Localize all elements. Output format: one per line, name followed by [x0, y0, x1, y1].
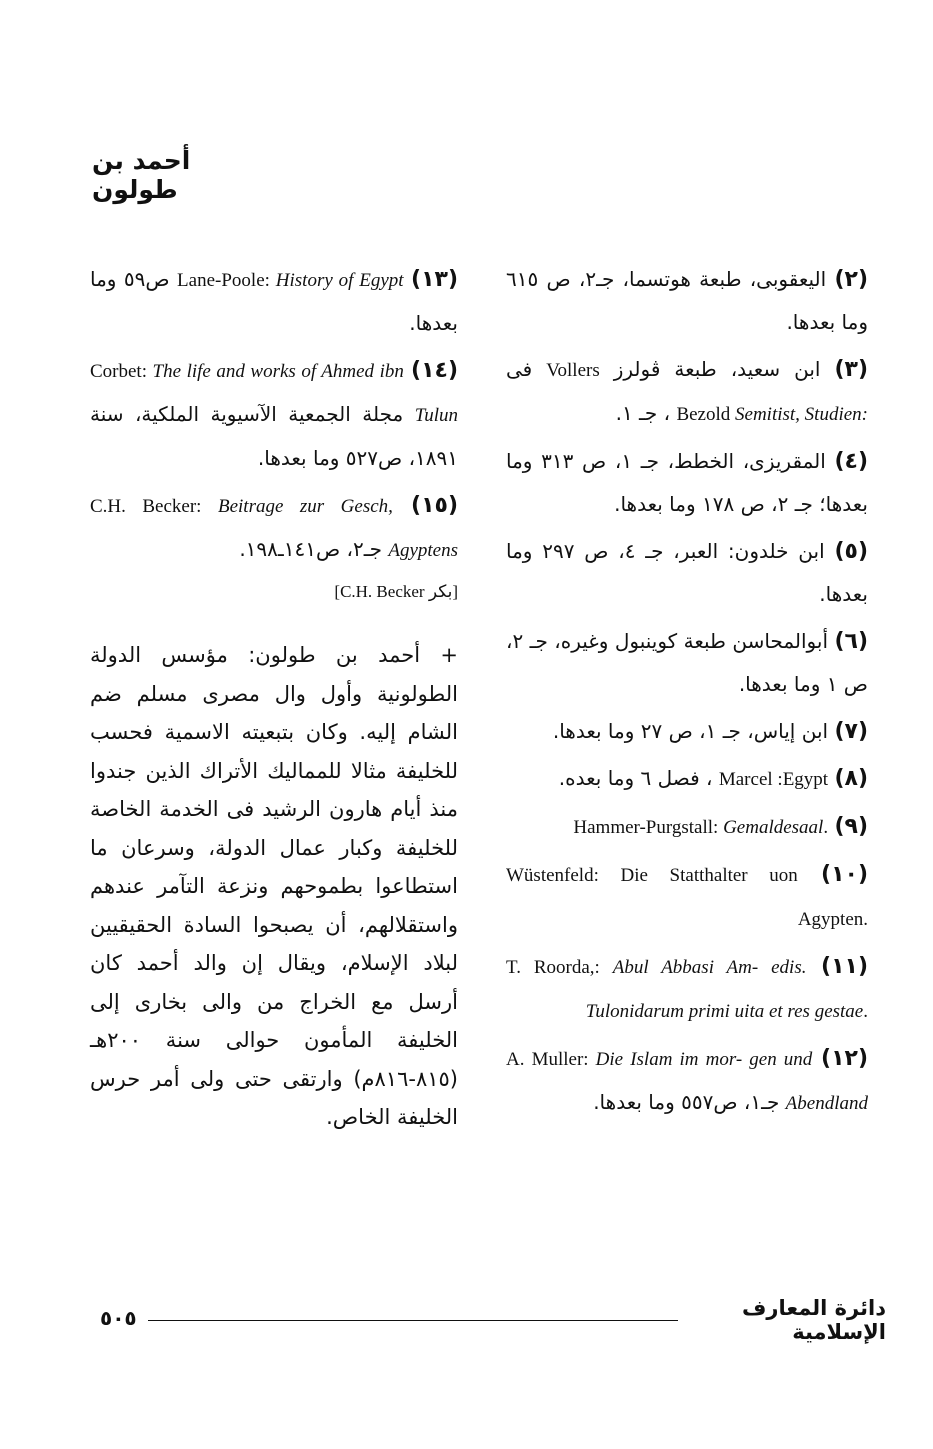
- reference-note-10: (١٠) Wüstenfeld: Die Statthalter uon Agypten.: [506, 862, 868, 930]
- reference-note-8: (٨) Marcel :Egypt ، فصل ٦ وما بعده.: [558, 766, 868, 791]
- reference-note-3: (٣) ابن سعيد، طبعة ڤولرز Vollers فى Bezold Semitist, Studien: ، جـ ١.: [506, 357, 868, 425]
- reference-note-15: (١٥) C.H. Becker: Beitrage zur Gesch, Agyptens جـ٢، ص١٤١ـ١٩٨.: [90, 493, 458, 561]
- reference-note-4: (٤) المقريزى، الخطط، جـ ١، ص ٣١٣ وما بعدها؛ جـ ٢، ص ١٧٨ وما بعدها.: [506, 449, 869, 516]
- reference-note-7: (٧) ابن إياس، جـ ١، ص ٢٧ وما بعدها.: [552, 719, 868, 744]
- running-header: أحمد بن طولون: [92, 146, 191, 204]
- reference-note-5: (٥) ابن خلدون: العبر، جـ ٤، ص ٢٩٧ وما بعدها.: [506, 539, 868, 606]
- reference-note-11: (١١) T. Roorda,: Abul Abbasi Am- edis. Tulonidarum primi uita et res gestae.: [506, 954, 868, 1022]
- reference-note-14: (١٤) Corbet: The life and works of Ahmed ibn Tulun مجلة الجمعية الآسيوية الملكية، سنة ١٨٩١، ص٥٢٧ وما بعدها.: [90, 358, 458, 470]
- reference-note-9: (٩) Hammer-Purgstall: Gemaldesaal.: [573, 814, 868, 839]
- reference-note-6: (٦) أبوالمحاسن طبعة كوينبول وغيره، جـ ٢، ص ١ وما بعدها.: [506, 629, 868, 696]
- reference-note-2: (٢) اليعقوبى، طبعة هوتسما، جـ٢، ص ٦١٥ وما بعدها.: [506, 267, 868, 334]
- footer-rule: [148, 1320, 678, 1321]
- author-signature: [بكر C.H. Becker]: [334, 582, 458, 601]
- right-column-references: [506, 258, 868, 1129]
- article-body: + أحمد بن طولون: مؤسس الدولة الطولونية وأول وال مصرى مسلم ضم الشام إليه. وكان بتبعيته الاسمية فحسب للخليفة مثالا للمماليك الأتراك الذين جندوا منذ أيام هارون الرشيد فى الخدمة الخاصة للخليفة وكبار عمال الدولة، وسرعان ما استطاعوا بطموحهم ونزعة التآمر عندهم واستقلالهم، أن يصبحوا السادة الحقيقيين لبلاد الإسلام، ويقال إن والد أحمد كان أرسل مع الخراج من والى بخارى إلى الخليفة المأمون حوالى سنة ٢٠٠هـ (٨١٥-٨١٦م) وارتقى حتى ولى أمر حرس الخليفة الخاص.: [90, 643, 458, 1129]
- footer-encyclopedia-title: دائرة المعارف الإسلامية: [741, 1296, 886, 1344]
- reference-note-13: (١٣) Lane-Poole: History of Egypt ص٥٩ وما بعدها.: [90, 267, 459, 335]
- left-column: [90, 258, 458, 1137]
- reference-note-12: (١٢) A. Muller: Die Islam im mor- gen und Abendland جـ١، ص٥٥٧ وما بعدها.: [506, 1046, 869, 1114]
- page-number: ٥٠٥: [100, 1306, 137, 1330]
